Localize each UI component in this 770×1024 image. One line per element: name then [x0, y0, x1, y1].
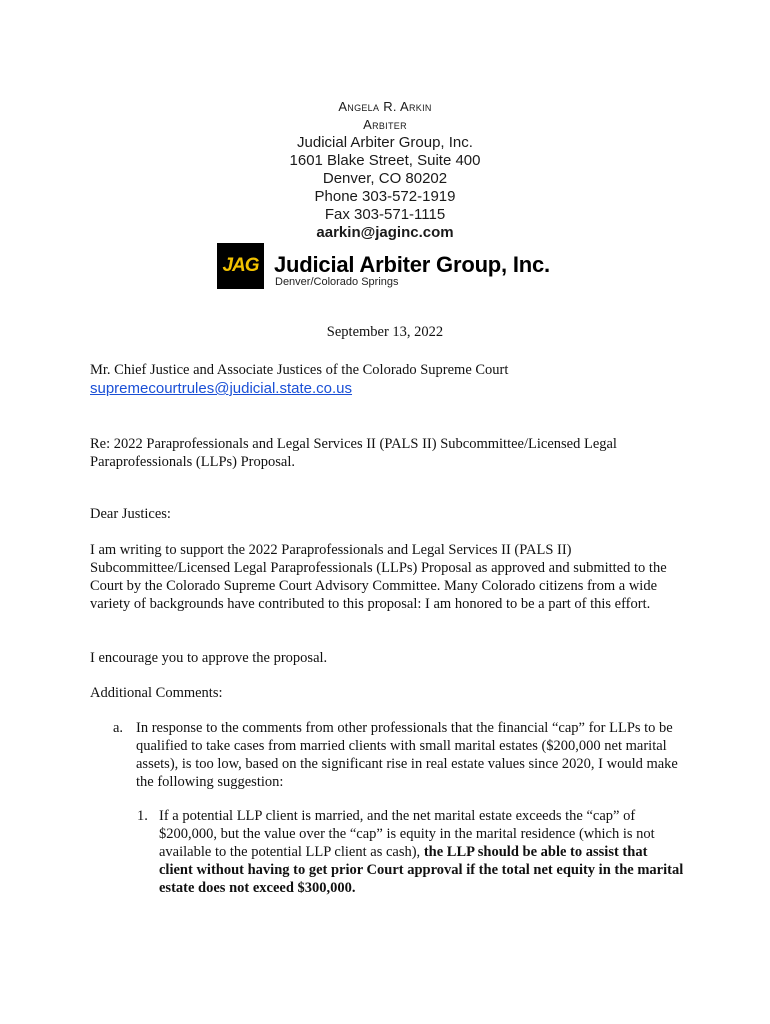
- sender-name: Angela R. Arkin: [338, 99, 432, 114]
- phone-number: Phone 303-572-1919: [314, 188, 456, 205]
- paragraph-encourage: I encourage you to approve the proposal.: [90, 650, 328, 666]
- company-logo: [217, 243, 557, 291]
- city-address: Denver, CO 80202: [322, 170, 448, 187]
- letter-date: September 13, 2022: [326, 324, 444, 340]
- paragraph-support: I am writing to support the 2022 Paraprofessionals and Legal Services II (PALS II) Subcommittee/Licensed Legal Paraprofessionals (LLPs) Proposal as approved and submitted to the Court by the Colorado Supreme Court Advisory Committee. Many Colorado citizens from a wide variety of backgrounds have contributed to this proposal: I am honored to be a part of this effort.: [90, 542, 667, 612]
- list-item-a-text: In response to the comments from other professionals that the financial “cap” for LLPs to be qualified to take cases from married clients with small marital estates ($200,000 net marital assets), is too low, based on the significant rise in real estate values since 2020, I would make the following suggestion:: [136, 720, 678, 790]
- list-marker-1: 1.: [137, 808, 148, 824]
- addressee-email-link[interactable]: supremecourtrules@judicial.state.co.us: [90, 380, 353, 397]
- letterhead: [0, 98, 770, 242]
- additional-comments-heading: Additional Comments:: [90, 685, 223, 701]
- sender-title: Arbiter: [363, 117, 407, 132]
- jag-logo-text: JAG: [222, 255, 259, 276]
- street-address: 1601 Blake Street, Suite 400: [289, 152, 481, 169]
- addressee: Mr. Chief Justice and Associate Justices of the Colorado Supreme Court: [90, 362, 509, 378]
- jag-logo-mark: [217, 243, 264, 289]
- fax-number: Fax 303-571-1115: [324, 206, 446, 223]
- list-item-1-body: [159, 807, 684, 897]
- logo-company-name: Judicial Arbiter Group, Inc.: [274, 252, 550, 277]
- list-marker-a: a.: [113, 720, 124, 736]
- list-item-1-bold-text: the LLP should be able to assist that client without having to get prior Court approval if the total net equity in the marital estate does not exceed $300,000.: [159, 844, 684, 896]
- salutation: Dear Justices:: [90, 506, 171, 522]
- sender-email: aarkin@jaginc.com: [316, 224, 454, 241]
- company-name: Judicial Arbiter Group, Inc.: [297, 134, 473, 151]
- re-line: Re: 2022 Paraprofessionals and Legal Services II (PALS II) Subcommittee/Licensed Legal Paraprofessionals (LLPs) Proposal.: [90, 436, 617, 470]
- logo-subtitle: Denver/Colorado Springs: [275, 276, 399, 288]
- list-item-1-text: If a potential LLP client is married, and the net marital estate exceeds the “cap” of $200,000, but the value over the “cap” is equity in the marital residence (which is not available to the potential LLP client as cash),: [159, 808, 655, 860]
